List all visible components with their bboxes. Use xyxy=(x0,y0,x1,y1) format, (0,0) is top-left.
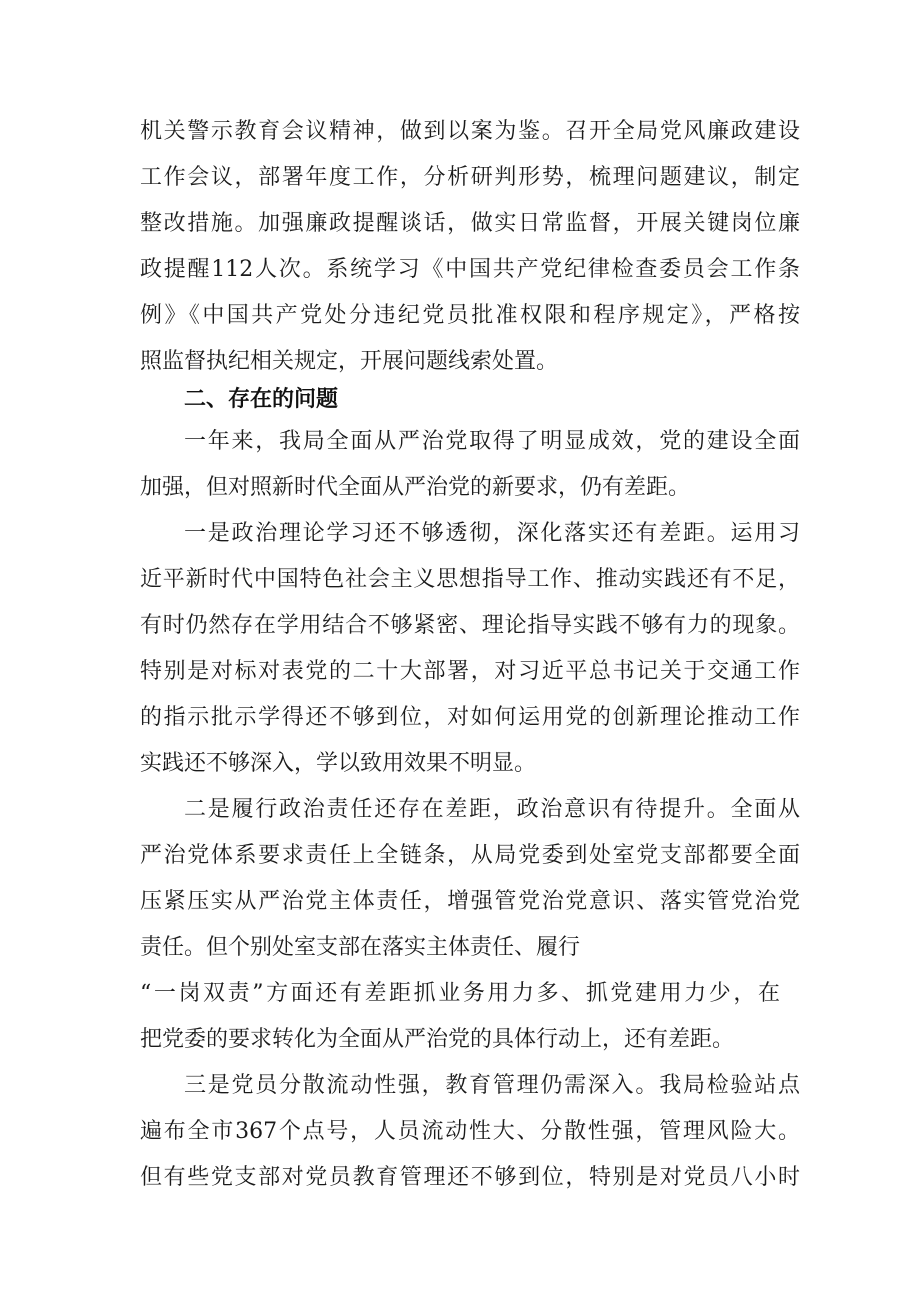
section-heading: 二、存在的问题 xyxy=(184,387,339,412)
paragraph-line: 特别是对标对表党的二十大部署，对习近平总书记关于交通工作 xyxy=(140,659,800,684)
paragraph-line: 遍布全市367个点号，人员流动性大、分散性强，管理风险大。 xyxy=(140,1119,800,1144)
paragraph-line: 机关警示教育会议精神，做到以案为鉴。召开全局党风廉政建设 xyxy=(140,119,800,144)
paragraph-line: 的指示批示学得还不够到位，对如何运用党的创新理论推动工作 xyxy=(140,705,800,730)
paragraph-line: “一岗双责”方面还有差距抓业务用力多、抓党建用力少，在 xyxy=(140,981,780,1006)
paragraph-line: 整改措施。加强廉政提醒谈话，做实日常监督，开展关键岗位廉 xyxy=(140,211,800,236)
paragraph-line: 近平新时代中国特色社会主义思想指导工作、推动实践还有不足， xyxy=(140,567,800,592)
paragraph-line: 一年来，我局全面从严治党取得了明显成效，党的建设全面 xyxy=(184,429,800,454)
paragraph-line: 压紧压实从严治党主体责任，增强管党治党意识、落实管党治党 xyxy=(140,889,800,914)
paragraph-line: 工作会议，部署年度工作，分析研判形势，梳理问题建议，制定 xyxy=(140,165,800,190)
paragraph-line: 二是履行政治责任还存在差距，政治意识有待提升。全面从 xyxy=(184,797,800,822)
paragraph-line: 严治党体系要求责任上全链条，从局党委到处室党支部都要全面 xyxy=(140,843,800,868)
paragraph-line: 但有些党支部对党员教育管理还不够到位，特别是对党员八小时 xyxy=(140,1165,800,1190)
paragraph-line: 有时仍然存在学用结合不够紧密、理论指导实践不够有力的现象。 xyxy=(140,613,800,638)
paragraph-line: 实践还不够深入，学以致用效果不明显。 xyxy=(140,751,537,776)
paragraph-line: 加强，但对照新时代全面从严治党的新要求，仍有差距。 xyxy=(140,475,691,500)
paragraph-line: 照监督执纪相关规定，开展问题线索处置。 xyxy=(140,349,559,374)
paragraph-line: 例》《中国共产党处分违纪党员批准权限和程序规定》，严格按 xyxy=(140,303,800,328)
paragraph-line: 责任。但个别处室支部在落实主体责任、履行 xyxy=(140,935,581,960)
paragraph-line: 政提醒112人次。系统学习《中国共产党纪律检查委员会工作条 xyxy=(140,257,800,282)
paragraph-line: 把党委的要求转化为全面从严治党的具体行动上，还有差距。 xyxy=(140,1027,735,1052)
paragraph-line: 一是政治理论学习还不够透彻，深化落实还有差距。运用习 xyxy=(184,521,800,546)
paragraph-line: 三是党员分散流动性强，教育管理仍需深入。我局检验站点 xyxy=(184,1073,800,1098)
